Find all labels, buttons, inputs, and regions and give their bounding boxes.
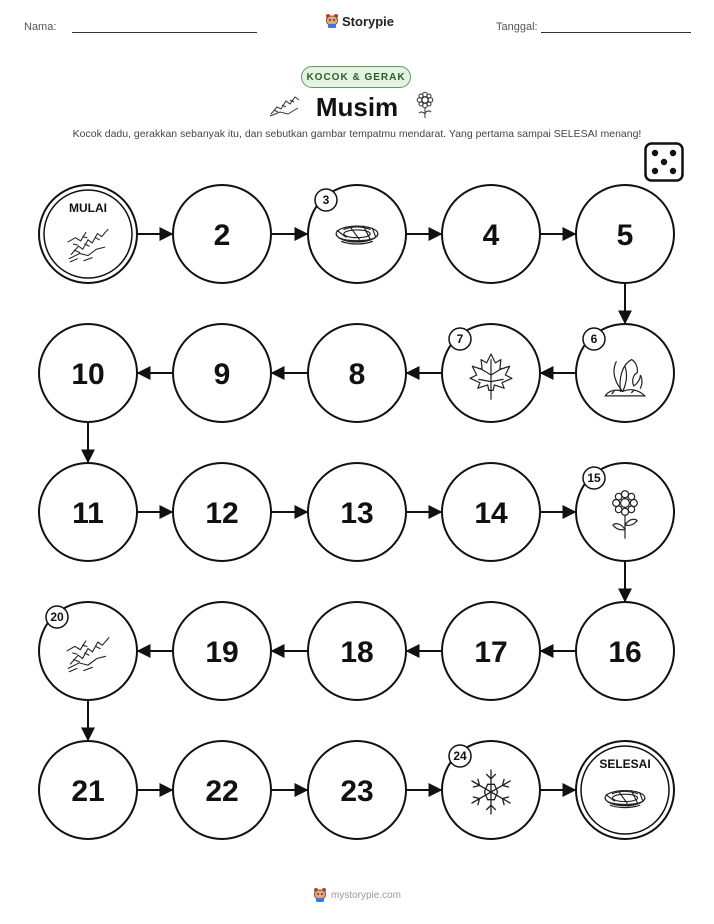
space-number: 8 — [348, 358, 366, 391]
board-space-3 — [308, 185, 406, 283]
space-number: 3 — [322, 193, 330, 207]
space-number: 19 — [205, 636, 239, 669]
space-number: 2 — [213, 219, 231, 252]
board-space-17 — [442, 602, 540, 700]
space-number: 13 — [340, 497, 374, 530]
board-space-2 — [173, 185, 271, 283]
space-number: 9 — [213, 358, 231, 391]
mascot-icon — [313, 887, 327, 903]
space-number: 22 — [205, 775, 239, 808]
space-number: 17 — [474, 636, 508, 669]
category-badge: KOCOK & GERAK — [301, 66, 411, 88]
space-number: 21 — [71, 775, 105, 808]
space-number: 10 — [71, 358, 105, 391]
brand-name: Storypie — [342, 13, 395, 29]
space-number: 16 — [608, 636, 642, 669]
board-space-19 — [173, 602, 271, 700]
board-space-14 — [442, 463, 540, 561]
page-title: Musim — [315, 92, 399, 122]
board-space-18 — [308, 602, 406, 700]
finish-space — [576, 741, 674, 839]
footer-url[interactable]: mystorypie.com — [330, 889, 401, 901]
board-space-10 — [39, 324, 137, 422]
board-space-15 — [576, 463, 674, 561]
space-number: 7 — [456, 332, 464, 346]
board-space-8 — [308, 324, 406, 422]
board-space-22 — [173, 741, 271, 839]
space-circle — [39, 185, 137, 283]
board-space-21 — [39, 741, 137, 839]
board-space-5 — [576, 185, 674, 283]
space-number: 24 — [453, 749, 467, 763]
space-number: 4 — [482, 219, 500, 252]
space-number: 14 — [474, 497, 508, 530]
start-space — [39, 185, 137, 283]
space-number: 6 — [590, 332, 598, 346]
finish-label: SELESAI — [599, 757, 651, 771]
space-number: 23 — [340, 775, 374, 808]
space-number: 15 — [587, 471, 601, 485]
name-label: Nama: — [24, 21, 57, 33]
board-space-12 — [173, 463, 271, 561]
board-space-24 — [442, 741, 540, 839]
instructions: Kocok dadu, gerakkan sebanyak itu, dan sebutkan gambar tempatmu mendarat. Yang pertama sampai SELESAI menang! — [72, 128, 642, 140]
space-number: 20 — [50, 610, 64, 624]
space-number: 5 — [616, 219, 634, 252]
board-space-16 — [576, 602, 674, 700]
board-space-13 — [308, 463, 406, 561]
space-number: 12 — [205, 497, 239, 530]
footer — [0, 887, 714, 903]
board-space-20 — [39, 602, 137, 700]
board-space-23 — [308, 741, 406, 839]
board-space-4 — [442, 185, 540, 283]
board-space-6 — [576, 324, 674, 422]
board-space-7 — [442, 324, 540, 422]
space-number: 18 — [340, 636, 374, 669]
board-space-9 — [173, 324, 271, 422]
space-number: 11 — [72, 497, 104, 530]
board-space-11 — [39, 463, 137, 561]
start-label: MULAI — [69, 201, 107, 215]
date-label: Tanggal: — [496, 21, 538, 33]
